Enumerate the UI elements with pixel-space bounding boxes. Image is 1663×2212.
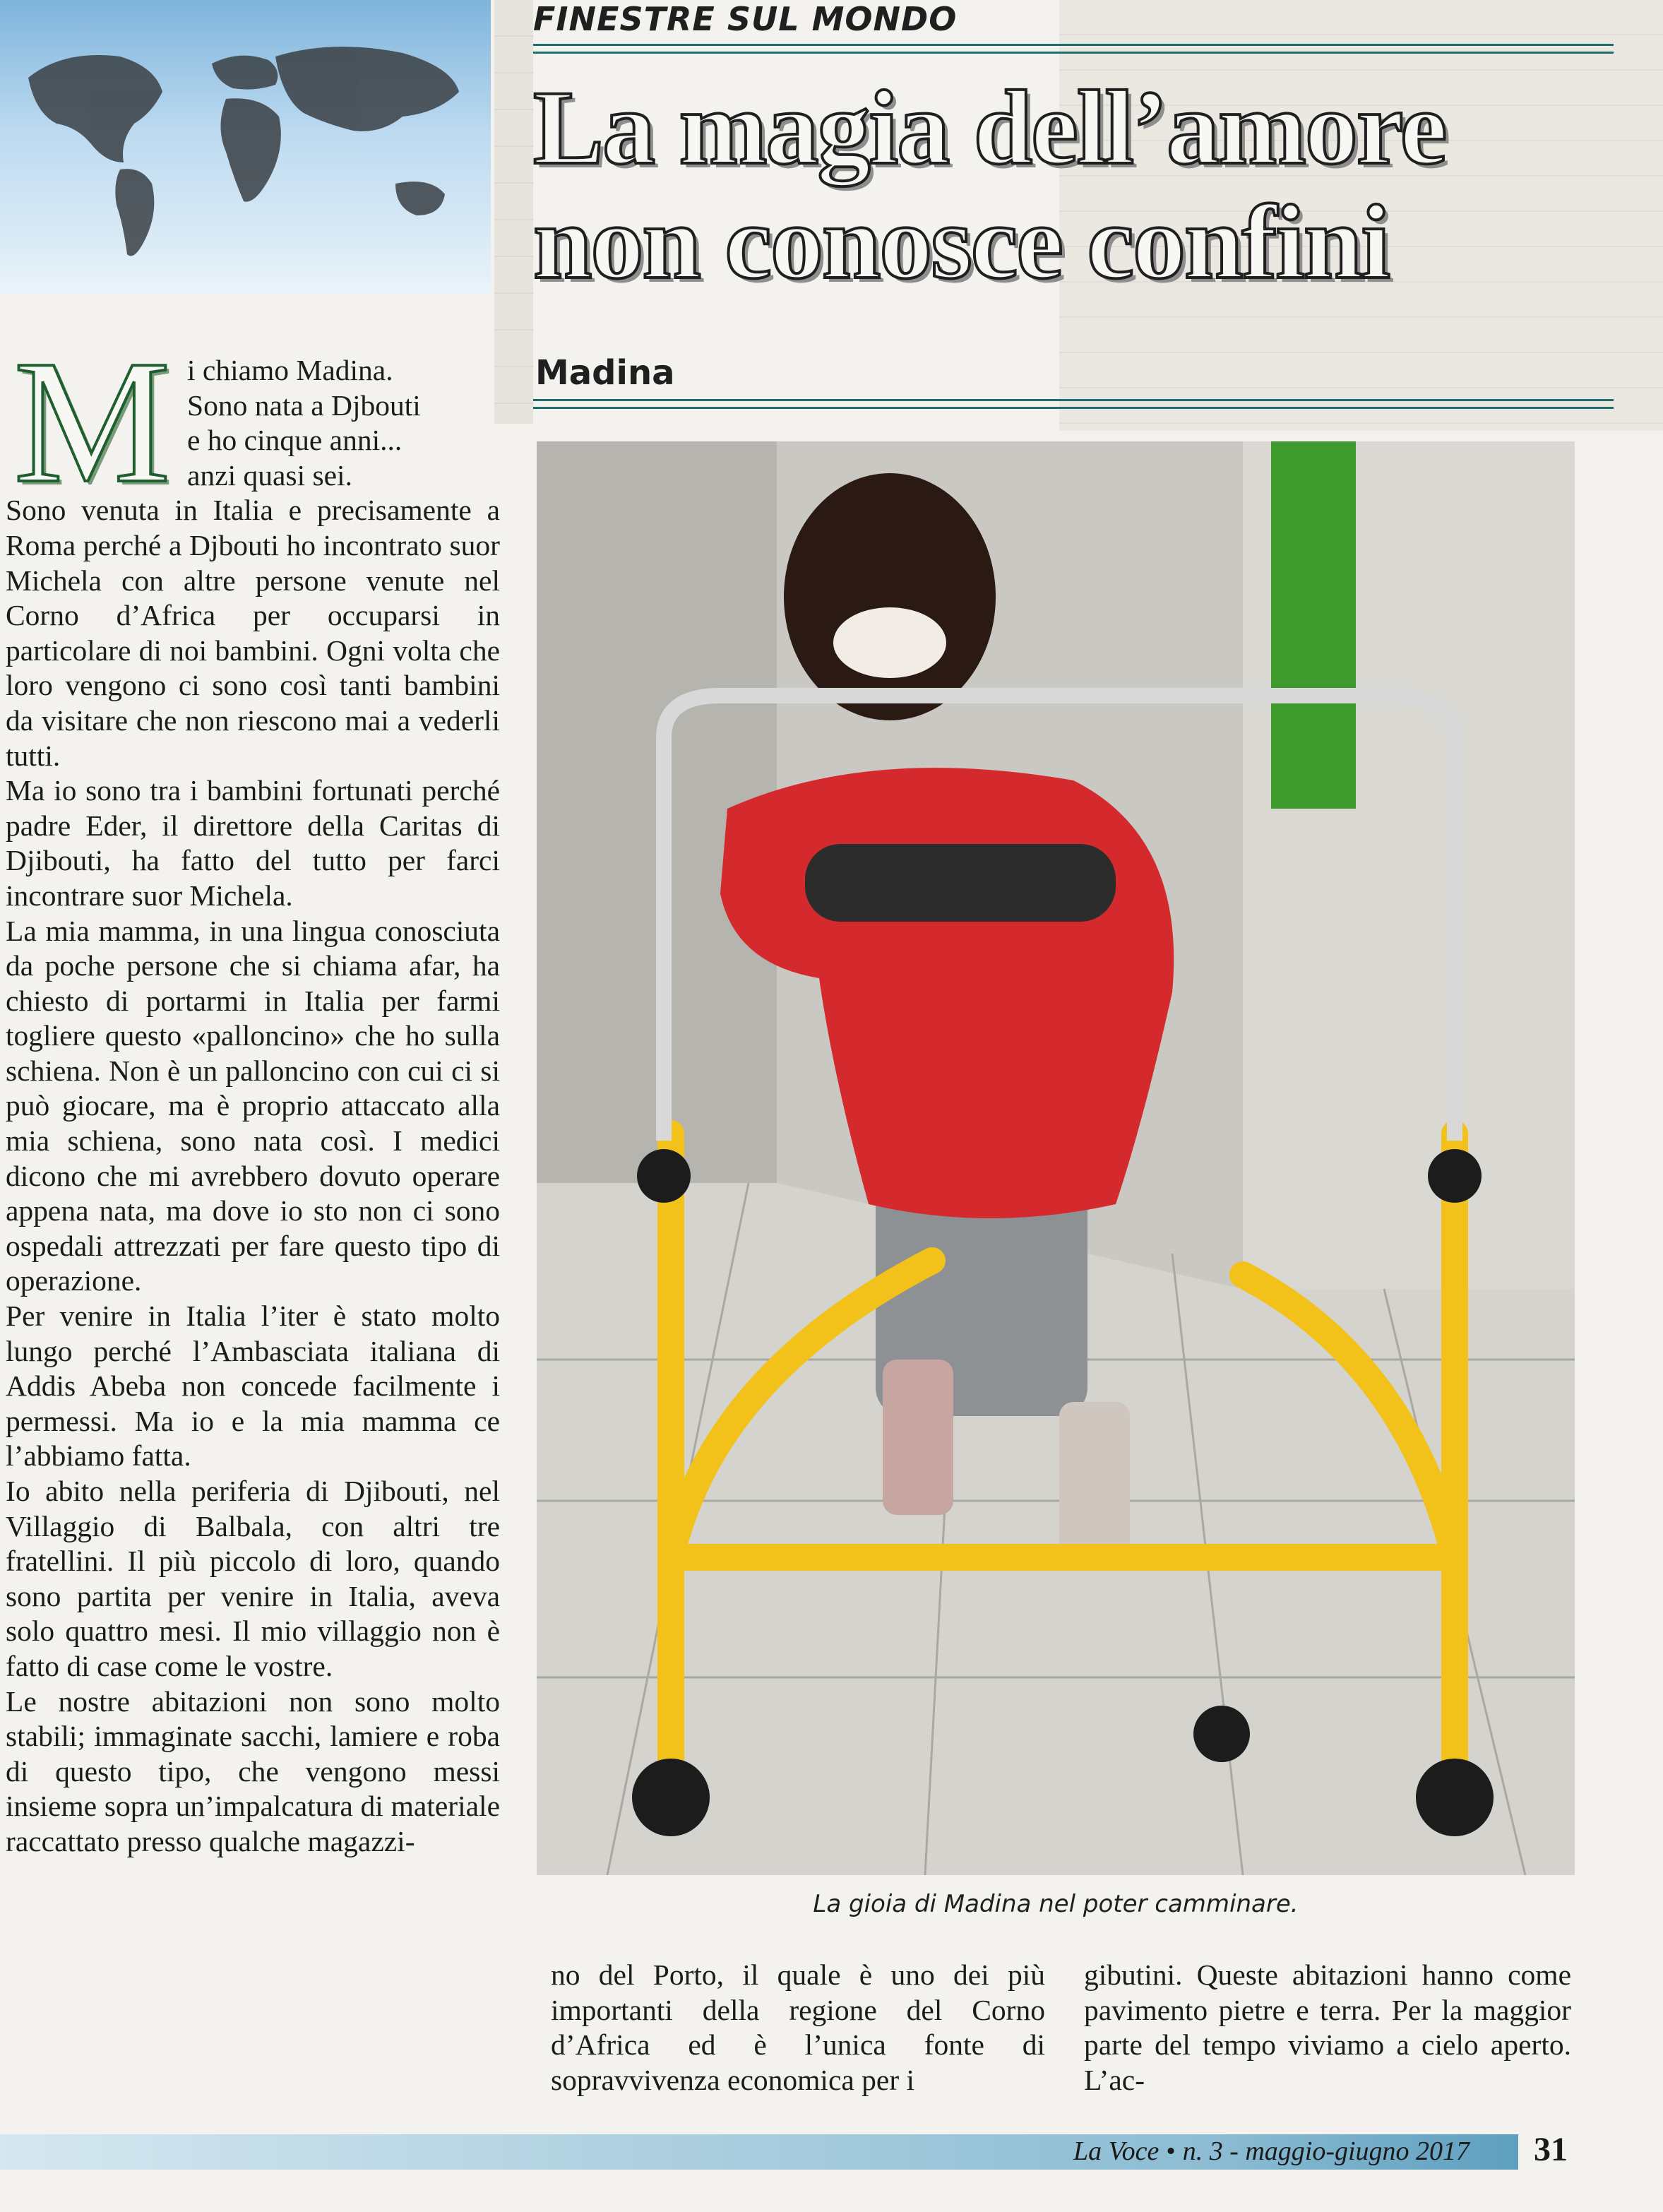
footer-publication (1073, 2136, 1470, 2167)
author-rule (533, 399, 1614, 409)
article-paragraph: Ma io sono tra i bambini fortunati perché padre Eder, il direttore della Caritas di Djibouti, ha fatto del tutto per farci incontrare suor Michela. (6, 774, 500, 912)
article-paragraph: Per venire in Italia l’iter è stato molto lungo perché l’Ambasciata italiana di Addis Abeba non concede facilmente i permessi. Ma io e la mia mamma ce l’abbiamo fatta. (6, 1300, 500, 1473)
adjacent-page-bleed (494, 0, 533, 424)
article-column-left (6, 324, 500, 1860)
article-paragraph: La mia mamma, in una lingua conosciuta da poche persone che si chiama afar, ha chiesto di portarmi in Italia per farmi togliere questo «palloncino» che ho sulla schiena. Non è un palloncino con cui ci si può giocare, ma è proprio attaccato alla mia schiena, sono nata così. I medici dicono che mi avrebbero dovuto operare appena nata, ma dove io sto non ci sono ospedali attrezzati per fare questo tipo di operazione. (6, 914, 500, 1297)
kicker-rule (533, 44, 1614, 54)
headline-line-2: non conosce confini (533, 184, 1390, 301)
article-column-right (1084, 1958, 1571, 2098)
drop-cap: M (13, 324, 171, 520)
magazine-name: La Voce (1073, 2136, 1160, 2166)
intro-line: Sono nata a Djbouti (187, 388, 421, 422)
article-paragraph: Le nostre abitazioni non sono molto stabili; immaginate sacchi, lamiere e roba di questo tipo, che vengono messi insieme sopra un’impalcatura di materiale raccattato presso qualche magazzi- (6, 1684, 500, 1857)
author-byline: Madina (535, 353, 675, 393)
article-photo (537, 441, 1575, 1875)
issue-info: n. 3 - maggio-giugno 2017 (1182, 2136, 1470, 2166)
photo-caption: La gioia di Madina nel poter camminare. (813, 1890, 1299, 1918)
article-column-middle (551, 1958, 1045, 2098)
section-kicker: FINESTRE SUL MONDO (533, 0, 958, 38)
intro-line: anzi quasi sei. (187, 458, 352, 492)
article-paragraph: Sono venuta in Italia e precisamente a Roma perché a Djbouti ho incontrato suor Michela con altre persone venute nel Corno d’Africa per occuparsi in particolare di noi bambini. Ogni volta che loro vengono ci sono così tanti bambini da visitare che non riescono mai a vederli tutti. (6, 494, 500, 772)
article-paragraph: no del Porto, il quale è uno dei più importanti della regione del Corno d’Africa ed è l’unica fonte di sopravvivenza economica per i (551, 1958, 1045, 2096)
headline-line-1: La magia dell’amore (533, 69, 1446, 186)
page-number: 31 (1534, 2131, 1568, 2168)
headline (533, 71, 1522, 299)
intro-line: e ho cinque anni... (187, 424, 403, 457)
world-map-banner (0, 0, 491, 293)
intro-line: i chiamo Madina. (187, 354, 393, 386)
bullet-separator: • (1166, 2136, 1176, 2166)
article-paragraph: Io abito nella periferia di Djibouti, nel Villaggio di Balbala, con altri tre fratellini. Il più piccolo di loro, quando sono partita per venire in Italia, aveva solo quattro mesi. Il mio villaggio non è fatto di case come le vostre. (6, 1475, 500, 1682)
article-paragraph: gibutini. Queste abitazioni hanno come pavimento pietre e terra. Per la maggior parte del tempo viviamo a cielo aperto. L’ac- (1084, 1958, 1571, 2096)
world-map-icon (0, 0, 491, 293)
child-with-walker-photo-icon (537, 441, 1575, 1875)
